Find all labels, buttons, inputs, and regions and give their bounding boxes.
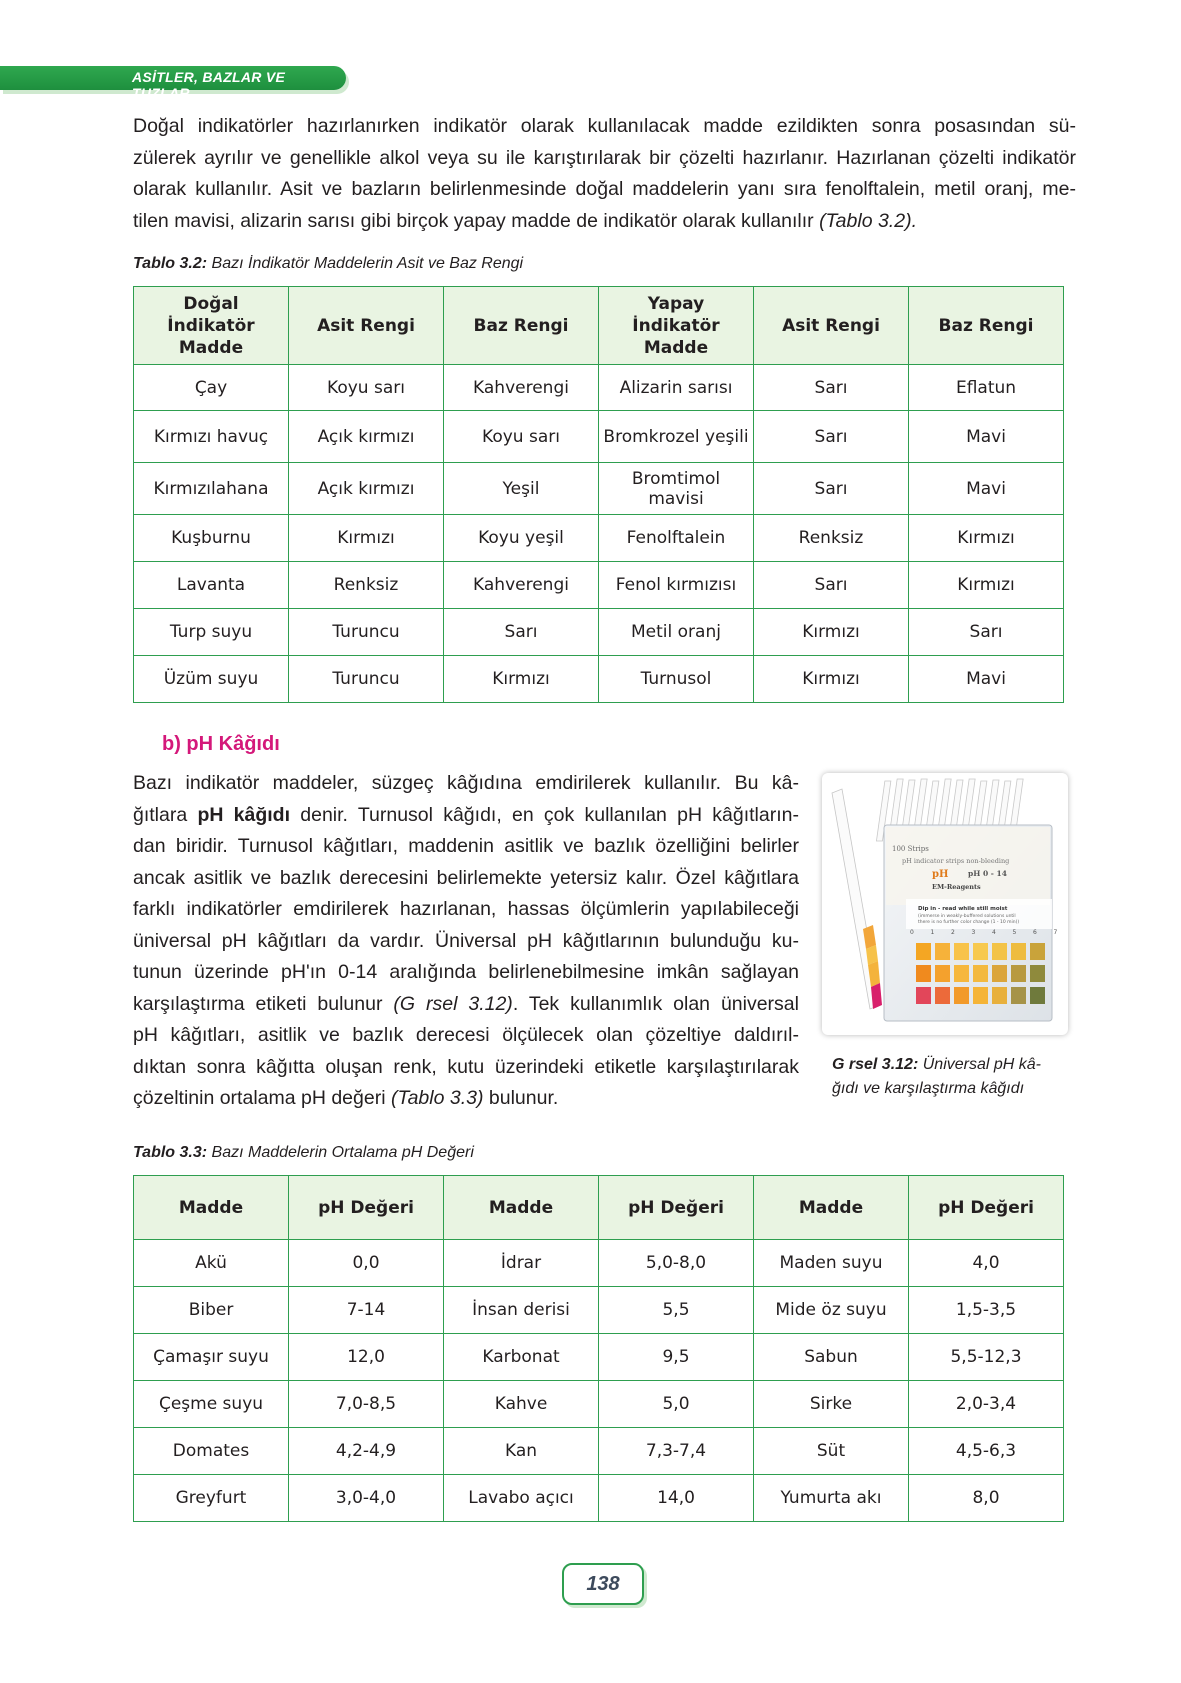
color-swatch: [1030, 987, 1045, 1004]
table-row: [134, 463, 1064, 515]
column-header: Madde: [754, 1176, 909, 1240]
table-row: [134, 1334, 1064, 1381]
table-cell: Domates: [134, 1428, 289, 1475]
color-swatch: [973, 943, 988, 960]
column-header: Asit Rengi: [289, 287, 444, 365]
table-cell: 4,5-6,3: [909, 1428, 1064, 1475]
table-cell: Kahve: [444, 1381, 599, 1428]
table-header-row: [134, 1176, 1064, 1240]
table-cell: Kırmızı: [754, 609, 909, 656]
paragraph-line: dan biridir. Turnusol kâğıtları, maddenin asitlik ve bazlık özelliğini belirler: [133, 835, 799, 857]
intro-line: zülerek ayrılır ve genellikle alkol veya su ile karıştırılarak bir çözelti hazırlanır. Hazırlanan çözelti indikatör: [133, 146, 1076, 169]
chapter-title: ASİTLER, BAZLAR VE TUZLAR: [132, 69, 286, 101]
table-row: [134, 411, 1064, 463]
table-cell: Sarı: [444, 609, 599, 656]
intro-line: tilen mavisi, alizarin sarısı gibi birçok yapay madde de indikatör olarak kullanılır (Tablo 3.2).: [133, 209, 917, 232]
table-cell: İnsan derisi: [444, 1287, 599, 1334]
table-cell: 8,0: [909, 1475, 1064, 1522]
table-cell: Kan: [444, 1428, 599, 1475]
table-cell: Lavabo açıcı: [444, 1475, 599, 1522]
table-cell: Renksiz: [289, 562, 444, 609]
table-header-row: [134, 287, 1064, 365]
table-cell: Bromkrozel yeşili: [599, 411, 754, 463]
table-3-2-caption: Tablo 3.2: Bazı İndikatör Maddelerin Asit ve Baz Rengi: [133, 255, 524, 272]
table-cell: 7-14: [289, 1287, 444, 1334]
intro-line: olarak kullanılır. Asit ve bazların belirlenmesinde doğal maddelerin yanı sıra fenolftalein, metil oranj, me-: [133, 178, 1076, 200]
column-header: Doğal İndikatör Madde: [134, 287, 289, 365]
table-cell: 5,5: [599, 1287, 754, 1334]
table-cell: Turuncu: [289, 609, 444, 656]
paragraph-line: Bazı indikatör maddeler, süzgeç kâğıdına emdirilerek kullanılır. Bu kâ-: [133, 772, 799, 794]
scale-number: 4: [992, 929, 996, 936]
table-cell: Sarı: [754, 463, 909, 515]
color-swatch: [954, 943, 969, 960]
box-brand: EM-Reagents: [932, 883, 981, 891]
table-row: [134, 1287, 1064, 1334]
column-header: Madde: [134, 1176, 289, 1240]
table-row: [134, 365, 1064, 411]
color-swatch: [973, 987, 988, 1004]
table-cell: Sirke: [754, 1381, 909, 1428]
table-cell: 5,5-12,3: [909, 1334, 1064, 1381]
color-swatch: [1011, 965, 1026, 982]
column-header: Asit Rengi: [754, 287, 909, 365]
table-cell: Koyu sarı: [444, 411, 599, 463]
column-header: Yapay İndikatör Madde: [599, 287, 754, 365]
paragraph-line: dıktan sonra kâğıtta oluşan renk, kutu üzerindeki etiketle karşılaştırılarak: [133, 1055, 799, 1078]
column-header: Baz Rengi: [444, 287, 599, 365]
table-cell: Sarı: [754, 562, 909, 609]
table-row: [134, 515, 1064, 562]
table-row: [134, 562, 1064, 609]
column-header: pH Değeri: [599, 1176, 754, 1240]
box-strip-count: 100 Strips: [892, 845, 929, 853]
table-cell: Greyfurt: [134, 1475, 289, 1522]
table-cell: Maden suyu: [754, 1240, 909, 1287]
table-cell: Mide öz suyu: [754, 1287, 909, 1334]
table-cell: Yeşil: [444, 463, 599, 515]
table-cell: 7,3-7,4: [599, 1428, 754, 1475]
table-cell: 5,0: [599, 1381, 754, 1428]
table-row: [134, 1475, 1064, 1522]
paragraph-line: farklı indikatörler emdirilerek hazırlanan, hassas ölçümlerin yapılabileceği: [133, 898, 799, 920]
box-range: pH 0 - 14: [968, 869, 1007, 878]
ph-paper-paragraph: [133, 768, 799, 1115]
table-row: [134, 1381, 1064, 1428]
table-3-3-caption: Tablo 3.3: Bazı Maddelerin Ortalama pH Değeri: [133, 1144, 474, 1161]
table-cell: Renksiz: [754, 515, 909, 562]
table-cell: Kırmızı: [444, 656, 599, 703]
table-cell: Kahverengi: [444, 562, 599, 609]
table-cell: 0,0: [289, 1240, 444, 1287]
table-cell: 5,0-8,0: [599, 1240, 754, 1287]
table-cell: Mavi: [909, 463, 1064, 515]
color-swatch: [935, 965, 950, 982]
column-header: pH Değeri: [289, 1176, 444, 1240]
table-cell: Çay: [134, 365, 289, 411]
color-swatch: [973, 965, 988, 982]
table-cell: Mavi: [909, 656, 1064, 703]
ph-strip-box-illustration: [822, 773, 1068, 1035]
table-cell: 4,0: [909, 1240, 1064, 1287]
table-cell: Lavanta: [134, 562, 289, 609]
color-swatch: [916, 943, 931, 960]
table-cell: İdrar: [444, 1240, 599, 1287]
color-swatch: [1011, 943, 1026, 960]
table-cell: 7,0-8,5: [289, 1381, 444, 1428]
table-cell: Alizarin sarısı: [599, 365, 754, 411]
color-swatch: [935, 943, 950, 960]
paragraph-line: ancak asitlik ve bazlık derecesini belirlemekte yetersiz kalır. Özel kâğıtlara: [133, 866, 799, 889]
color-comparison-chart: [916, 943, 1045, 1004]
scale-number: 7: [1053, 929, 1058, 936]
table-cell: Sarı: [754, 411, 909, 463]
table-cell: Kırmızı: [754, 656, 909, 703]
paragraph-line: pH kâğıtları, asitlik ve bazlık derecesi ölçülecek olan çözeltiye daldırıl-: [133, 1024, 799, 1046]
table-cell: Sarı: [909, 609, 1064, 656]
table-cell: 12,0: [289, 1334, 444, 1381]
color-swatch: [1030, 965, 1045, 982]
table-cell: Açık kırmızı: [289, 463, 444, 515]
table-cell: 14,0: [599, 1475, 754, 1522]
table-row: [134, 1240, 1064, 1287]
paragraph-line: çözeltinin ortalama pH değeri (Tablo 3.3) bulunur.: [133, 1087, 559, 1109]
table-cell: Sabun: [754, 1334, 909, 1381]
ph-paper-photo: [822, 773, 1068, 1035]
color-swatch: [935, 987, 950, 1004]
indicator-color-table: [133, 286, 1064, 703]
box-ph-label: pH: [932, 869, 949, 880]
table-cell: Yumurta akı: [754, 1475, 909, 1522]
table-cell: Çeşme suyu: [134, 1381, 289, 1428]
paragraph-line: üniversal pH kâğıtları da vardır. Üniversal pH kâğıtlarının bulunduğu ku-: [133, 929, 799, 952]
color-swatch: [992, 965, 1007, 982]
page-number: 138: [562, 1563, 644, 1605]
table-cell: Fenolftalein: [599, 515, 754, 562]
table-cell: Süt: [754, 1428, 909, 1475]
table-cell: Biber: [134, 1287, 289, 1334]
color-swatch: [954, 987, 969, 1004]
table-reference: (Tablo 3.2).: [819, 209, 917, 232]
figure-label: G rsel 3.12:: [832, 1056, 919, 1073]
table-cell: Mavi: [909, 411, 1064, 463]
section-title: b) pH Kâğıdı: [162, 733, 280, 755]
color-swatch: [992, 943, 1007, 960]
table-row: [134, 656, 1064, 703]
color-swatch: [954, 965, 969, 982]
box-note: (immerse in weakly-buffered solutions until: [918, 914, 1016, 919]
intro-line: Doğal indikatörler hazırlanırken indikatör olarak kullanılacak madde ezildikten sonra posasından sü-: [133, 115, 1076, 137]
box-instruction: Dip in - read while still moist: [918, 906, 1008, 912]
color-swatch: [992, 987, 1007, 1004]
scale-number: 6: [1033, 929, 1037, 936]
table-cell: Eflatun: [909, 365, 1064, 411]
table-cell: Metil oranj: [599, 609, 754, 656]
column-header: pH Değeri: [909, 1176, 1064, 1240]
table-cell: Kuşburnu: [134, 515, 289, 562]
table-cell: 3,0-4,0: [289, 1475, 444, 1522]
table-cell: 2,0-3,4: [909, 1381, 1064, 1428]
paragraph-line: tunun üzerinde pH'ın 0-14 aralığında belirlenebilmesine imkân sağlayan: [133, 961, 799, 983]
color-swatch: [916, 965, 931, 982]
table-cell: Kırmızı: [289, 515, 444, 562]
table-cell: Kahverengi: [444, 365, 599, 411]
table-cell: Koyu yeşil: [444, 515, 599, 562]
scale-number: 0: [910, 929, 914, 936]
paragraph-line: karşılaştırma etiketi bulunur (G rsel 3.12). Tek kullanımlık olan üniversal: [133, 992, 799, 1015]
scale-number: 3: [971, 929, 976, 936]
table-cell: Kırmızı: [909, 515, 1064, 562]
table-cell: 4,2-4,9: [289, 1428, 444, 1475]
color-swatch: [1030, 943, 1045, 960]
figure-caption: G rsel 3.12: Üniversal pH kâ- ğıdı ve karşılaştırma kâğıdı: [832, 1056, 1041, 1097]
table-cell: 1,5-3,5: [909, 1287, 1064, 1334]
table-cell: Sarı: [754, 365, 909, 411]
scale-number: 5: [1012, 929, 1017, 936]
table-cell: Kırmızı havuç: [134, 411, 289, 463]
chapter-header-band: [0, 66, 346, 101]
table-cell: Bromtimol mavisi: [599, 463, 754, 515]
table-cell: Kırmızı: [909, 562, 1064, 609]
intro-paragraph: [133, 111, 1076, 237]
scale-number: 1: [930, 929, 935, 936]
paragraph-line: ğıtlara pH kâğıdı denir. Turnusol kâğıdı, en çok kullanılan pH kâğıtların-: [133, 803, 799, 826]
table-cell: Turp suyu: [134, 609, 289, 656]
table-row: [134, 609, 1064, 656]
column-header: Baz Rengi: [909, 287, 1064, 365]
table-cell: Üzüm suyu: [134, 656, 289, 703]
single-ph-strip: [832, 789, 882, 1009]
table-cell: Fenol kırmızısı: [599, 562, 754, 609]
table-cell: Kırmızılahana: [134, 463, 289, 515]
box-note: there is no further color change (1 - 10 min)): [918, 920, 1020, 925]
table-cell: 9,5: [599, 1334, 754, 1381]
column-header: Madde: [444, 1176, 599, 1240]
table-row: [134, 1428, 1064, 1475]
table-cell: Koyu sarı: [289, 365, 444, 411]
color-swatch: [916, 987, 931, 1004]
table-cell: Turuncu: [289, 656, 444, 703]
table-cell: Karbonat: [444, 1334, 599, 1381]
scale-number: 2: [951, 929, 955, 936]
table-cell: Çamaşır suyu: [134, 1334, 289, 1381]
table-cell: Açık kırmızı: [289, 411, 444, 463]
table-cell: Akü: [134, 1240, 289, 1287]
table-cell: Turnusol: [599, 656, 754, 703]
color-swatch: [1011, 987, 1026, 1004]
box-subtitle: pH indicator strips non-bleeding: [902, 857, 1010, 865]
ph-values-table: [133, 1175, 1064, 1522]
